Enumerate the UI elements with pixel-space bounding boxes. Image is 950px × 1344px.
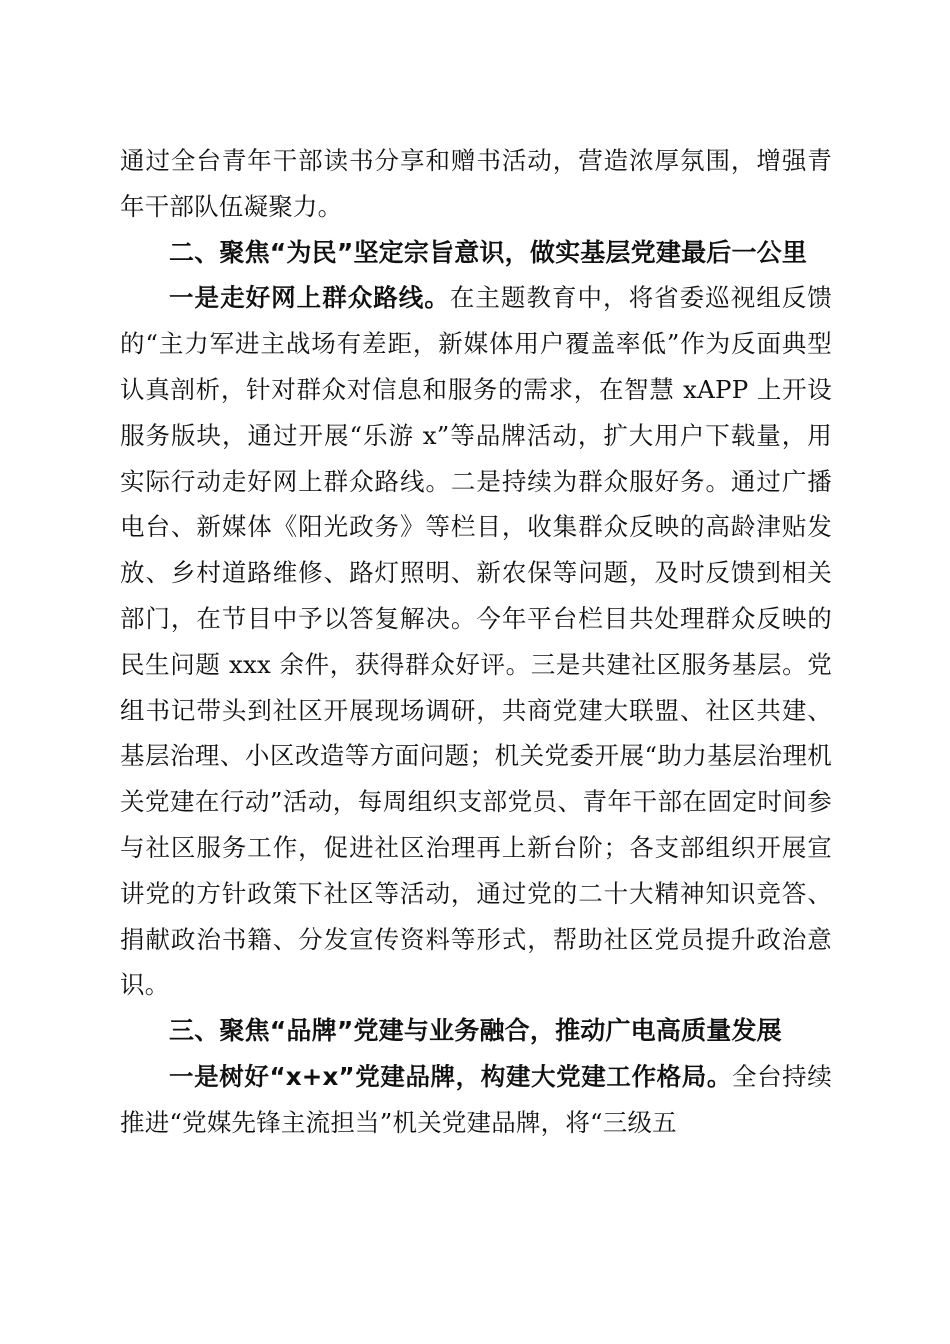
heading-text: 二、聚焦“为民”坚定宗旨意识，做实基层党建最后一公里 <box>169 237 808 267</box>
section-heading-2 <box>120 230 832 276</box>
paragraph-text: 在主题教育中，将省委巡视组反馈的“主力军进主战场有差距，新媒体用户覆盖率低”作为反面典型认真剖析，针对群众对信息和服务的需求，在智慧 xAPP 上开设服务版块，通过开展“乐游 x”等品牌活动，扩大用户下载量，用实际行动走好网上群众路线。二是持续为群众服好务。通过广播电台、新媒体《阳光政务》等栏目，收集群众反映的高龄津贴发放、乡村道路维修、路灯照明、新农保等问题，及时反馈到相关部门，在节目中予以答复解决。今年平台栏目共处理群众反映的民生问题 xxx 余件，获得群众好评。三是共建社区服务基层。党组书记带头到社区开展现场调研，共商党建大联盟、社区共建、基层治理、小区改造等方面问题；机关党委开展“助力基层治理机关党建在行动”活动，每周组织支部党员、青年干部在固定时间参与社区服务工作，促进社区治理再上新台阶；各支部组织开展宣讲党的方针政策下社区等活动，通过党的二十大精神知识竞答、捐献政治书籍、分发宣传资料等形式，帮助社区党员提升政治意识。 <box>120 283 833 1000</box>
paragraph-section-3 <box>120 1054 832 1146</box>
paragraph-lead: 一是树好“x+x”党建品牌，构建大党建工作格局。 <box>169 1061 732 1091</box>
paragraph-lead: 一是走好网上群众路线。 <box>169 283 450 313</box>
paragraph-section-2 <box>120 275 832 1008</box>
heading-text: 三、聚焦“品牌”党建与业务融合，推动广电高质量发展 <box>169 1016 782 1046</box>
paragraph-text: 通过全台青年干部读书分享和赠书活动，营造浓厚氛围，增强青年干部队伍凝聚力。 <box>120 146 832 221</box>
document-body <box>120 138 832 1146</box>
section-heading-3 <box>120 1008 832 1054</box>
paragraph-continuation <box>120 138 832 230</box>
paragraph-text: 全台持续推进“党媒先锋主流担当”机关党建品牌，将“三级五 <box>120 1061 832 1137</box>
